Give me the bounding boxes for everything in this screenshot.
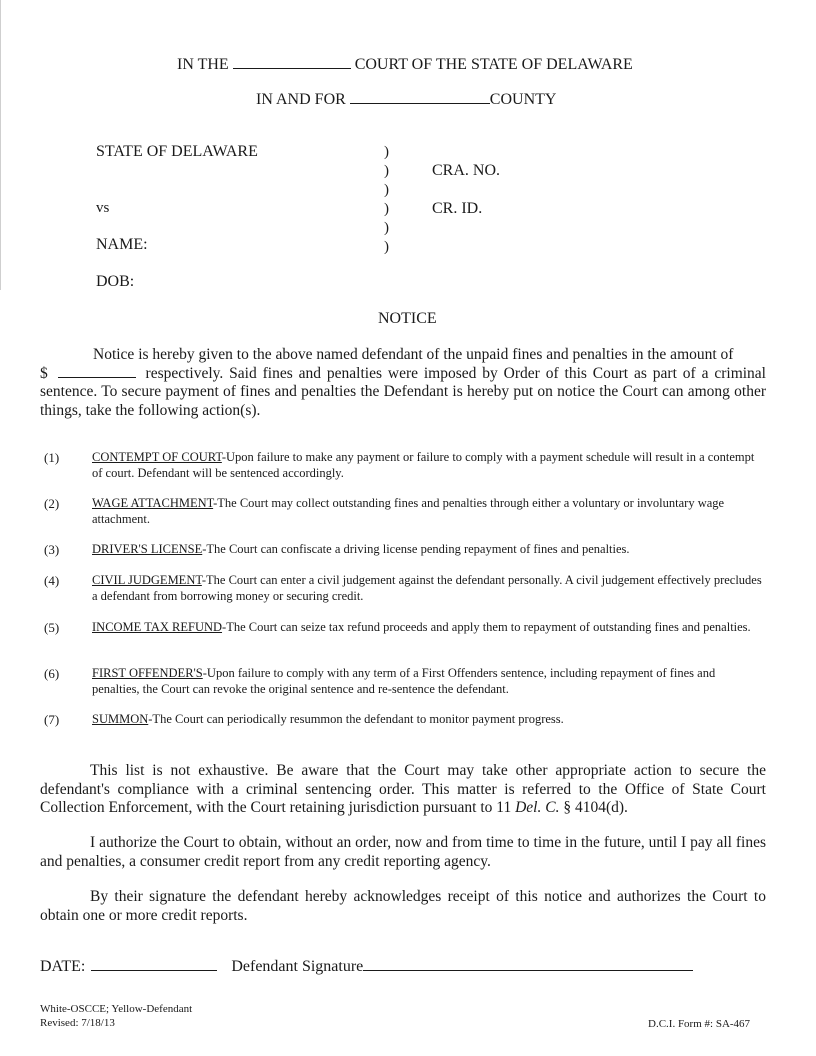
county-header-line — [256, 91, 556, 109]
action-number: (5) — [44, 620, 60, 635]
action-item-civil — [92, 573, 762, 604]
action-title: DRIVER'S LICENSE — [92, 542, 203, 556]
action-title: SUMMON — [92, 712, 149, 726]
action-number: (1) — [44, 450, 60, 465]
defendant-signature-label: Defendant Signature — [231, 958, 364, 975]
action-number: (3) — [44, 542, 60, 557]
county-name-blank[interactable] — [350, 102, 490, 104]
in-the-label: IN THE — [177, 56, 229, 73]
action-item-wage — [92, 496, 762, 527]
caption-paren: ) — [384, 201, 389, 217]
signature-line — [40, 958, 693, 976]
intro-rest — [40, 365, 766, 421]
in-and-for-label: IN AND FOR — [256, 91, 346, 108]
amount-blank[interactable] — [58, 376, 136, 378]
intro-rest-text: respectively. Said fines and penalties were imposed by Order of this Court as part of a criminal sentence. To secure payment of fines and penalties the Defendant is hereby put on notice the Court can among other things, take the following action(s). — [40, 364, 766, 419]
notice-title: NOTICE — [378, 310, 437, 327]
intro-paragraph — [40, 346, 766, 420]
action-number: (6) — [44, 666, 60, 681]
action-text: -Upon failure to make any payment or failure to comply with a payment schedule will result in a contempt of court. Defendant will be sentenced accordingly. — [92, 450, 755, 480]
caption-paren: ) — [384, 163, 389, 179]
exhaustive-text: This list is not exhaustive. Be aware that the Court may take other appropriate action to secure the defendant's compliance with a criminal sentencing order. This matter is referred to the Office of State Court Collection Enforcement, with the Court retaining jurisdiction pursuant to 11 — [40, 762, 766, 816]
dollar-sign: $ — [40, 364, 48, 382]
action-title: CIVIL JUDGEMENT — [92, 573, 202, 587]
caption-paren: ) — [384, 220, 389, 236]
dob-label: DOB: — [96, 273, 135, 290]
court-header-line — [177, 56, 633, 74]
footer-copies: White-OSCCE; Yellow-Defendant — [40, 1003, 193, 1015]
action-item-summon — [92, 712, 762, 728]
cra-no-label: CRA. NO. — [432, 162, 501, 179]
intro-first-line: Notice is hereby given to the above named defendant of the unpaid fines and penalties in the amount of — [93, 346, 734, 363]
vs-label: vs — [96, 200, 110, 216]
action-item-first-offender — [92, 666, 762, 697]
caption-paren: ) — [384, 239, 389, 255]
action-title: CONTEMPT OF COURT — [92, 450, 222, 464]
authorize-paragraph: I authorize the Court to obtain, without an order, now and from time to time in the future, until I pay all fines and penalties, a consumer credit report from any credit reporting agency. — [40, 834, 766, 870]
action-number: (2) — [44, 496, 60, 511]
action-item-license — [92, 542, 762, 558]
state-of-delaware-label: STATE OF DELAWARE — [96, 143, 258, 160]
name-label: NAME: — [96, 236, 148, 253]
action-number: (7) — [44, 712, 60, 727]
footer-revised: Revised: 7/18/13 — [40, 1017, 115, 1029]
caption-paren: ) — [384, 182, 389, 198]
scan-edge-line — [0, 0, 1, 290]
caption-paren: ) — [384, 144, 389, 160]
action-text: -The Court can enter a civil judgement against the defendant personally. A civil judgement effectively precludes a defendant from borrowing money or securing credit. — [92, 573, 762, 603]
date-blank[interactable] — [91, 969, 217, 971]
action-title: INCOME TAX REFUND — [92, 620, 223, 634]
action-text: -Upon failure to comply with any term of a First Offenders sentence, including repayment of fines and penalties, the Court can revoke the original sentence and re-sentence the defendant. — [92, 666, 716, 696]
date-label: DATE: — [40, 958, 86, 975]
action-item-contempt — [92, 450, 762, 481]
action-title: FIRST OFFENDER'S — [92, 666, 203, 680]
action-text: -The Court can seize tax refund proceeds and apply them to repayment of outstanding fines and penalties. — [222, 620, 751, 634]
court-of-state-label: COURT OF THE STATE OF DELAWARE — [354, 56, 633, 73]
court-name-blank[interactable] — [233, 67, 351, 69]
county-label: COUNTY — [489, 91, 557, 108]
signature-blank[interactable] — [363, 969, 693, 971]
action-number: (4) — [44, 573, 60, 588]
exhaustive-paragraph — [40, 762, 766, 818]
action-text: -The Court can periodically resummon the defendant to monitor payment progress. — [148, 712, 564, 726]
statute-citation: Del. C. — [515, 799, 560, 816]
cr-id-label: CR. ID. — [432, 200, 483, 217]
action-item-tax — [92, 620, 762, 636]
statute-section: § 4104(d). — [559, 799, 628, 816]
acknowledge-paragraph: By their signature the defendant hereby acknowledges receipt of this notice and authorizes the Court to obtain one or more credit reports. — [40, 888, 766, 924]
action-title: WAGE ATTACHMENT — [92, 496, 214, 510]
footer-form-number: D.C.I. Form #: SA-467 — [648, 1018, 751, 1030]
action-text: -The Court may collect outstanding fines and penalties through either a voluntary or involuntary wage attachment. — [92, 496, 725, 526]
action-text: -The Court can confiscate a driving license pending repayment of fines and penalties. — [202, 542, 630, 556]
